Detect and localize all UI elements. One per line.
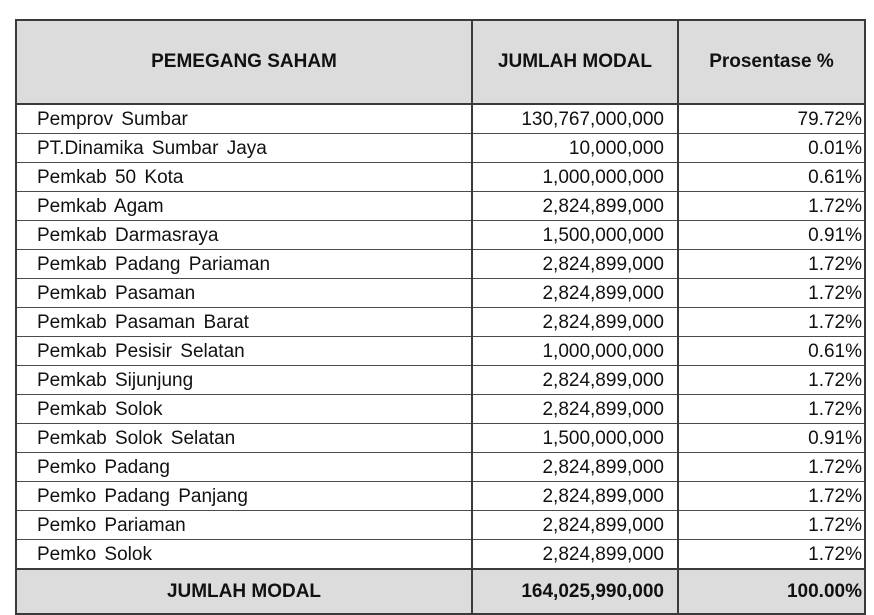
shareholder-name-cell: Pemko Padang Panjang (16, 482, 472, 511)
percentage-cell: 79.72% (678, 104, 865, 134)
capital-cell: 2,824,899,000 (472, 453, 678, 482)
table-row (16, 366, 865, 395)
capital-cell: 2,824,899,000 (472, 250, 678, 279)
percentage-cell: 0.61% (678, 337, 865, 366)
table-row (16, 453, 865, 482)
shareholder-name-cell: Pemkab 50 Kota (16, 163, 472, 192)
shareholder-name-cell: Pemkab Sijunjung (16, 366, 472, 395)
percentage-cell: 1.72% (678, 366, 865, 395)
table-row (16, 250, 865, 279)
table-row (16, 221, 865, 250)
shareholder-name-cell: Pemkab Pasaman Barat (16, 308, 472, 337)
capital-cell: 1,000,000,000 (472, 163, 678, 192)
percentage-cell: 1.72% (678, 395, 865, 424)
capital-cell: 2,824,899,000 (472, 511, 678, 540)
header-shareholder: PEMEGANG SAHAM (16, 20, 472, 104)
capital-cell: 2,824,899,000 (472, 482, 678, 511)
table-row (16, 134, 865, 163)
shareholder-name-cell: Pemprov Sumbar (16, 104, 472, 134)
percentage-cell: 0.91% (678, 221, 865, 250)
shareholder-name-cell: Pemko Padang (16, 453, 472, 482)
percentage-cell: 0.61% (678, 163, 865, 192)
percentage-cell: 0.01% (678, 134, 865, 163)
header-percentage: Prosentase % (678, 20, 865, 104)
table-footer (16, 569, 865, 614)
percentage-cell: 1.72% (678, 540, 865, 570)
total-capital: 164,025,990,000 (472, 569, 678, 614)
shareholder-name-cell: Pemko Pariaman (16, 511, 472, 540)
capital-cell: 2,824,899,000 (472, 395, 678, 424)
capital-cell: 1,000,000,000 (472, 337, 678, 366)
capital-cell: 2,824,899,000 (472, 192, 678, 221)
table-row (16, 424, 865, 453)
header-row (16, 20, 865, 104)
shareholder-name-cell: Pemkab Solok (16, 395, 472, 424)
table-row (16, 511, 865, 540)
table-row (16, 337, 865, 366)
table-row (16, 308, 865, 337)
percentage-cell: 1.72% (678, 511, 865, 540)
total-row (16, 569, 865, 614)
capital-cell: 1,500,000,000 (472, 424, 678, 453)
capital-cell: 1,500,000,000 (472, 221, 678, 250)
header-capital: JUMLAH MODAL (472, 20, 678, 104)
percentage-cell: 1.72% (678, 279, 865, 308)
percentage-cell: 1.72% (678, 250, 865, 279)
table-body (16, 104, 865, 569)
shareholder-name-cell: Pemkab Solok Selatan (16, 424, 472, 453)
shareholder-name-cell: Pemkab Agam (16, 192, 472, 221)
table-row (16, 395, 865, 424)
percentage-cell: 1.72% (678, 482, 865, 511)
percentage-cell: 1.72% (678, 192, 865, 221)
table-row (16, 163, 865, 192)
table-header (16, 20, 865, 104)
capital-cell: 2,824,899,000 (472, 366, 678, 395)
table-row (16, 482, 865, 511)
capital-cell: 2,824,899,000 (472, 308, 678, 337)
total-label: JUMLAH MODAL (16, 569, 472, 614)
table-row (16, 279, 865, 308)
table-row (16, 192, 865, 221)
shareholder-name-cell: Pemkab Padang Pariaman (16, 250, 472, 279)
table-row (16, 104, 865, 134)
percentage-cell: 1.72% (678, 453, 865, 482)
table-row (16, 540, 865, 570)
shareholder-name-cell: Pemkab Pasaman (16, 279, 472, 308)
capital-cell: 2,824,899,000 (472, 279, 678, 308)
total-percentage: 100.00% (678, 569, 865, 614)
capital-cell: 130,767,000,000 (472, 104, 678, 134)
percentage-cell: 1.72% (678, 308, 865, 337)
shareholder-name-cell: Pemkab Darmasraya (16, 221, 472, 250)
shareholder-capital-table (15, 19, 866, 615)
shareholder-name-cell: Pemko Solok (16, 540, 472, 570)
percentage-cell: 0.91% (678, 424, 865, 453)
shareholder-name-cell: Pemkab Pesisir Selatan (16, 337, 472, 366)
shareholder-name-cell: PT.Dinamika Sumbar Jaya (16, 134, 472, 163)
capital-cell: 10,000,000 (472, 134, 678, 163)
capital-cell: 2,824,899,000 (472, 540, 678, 570)
